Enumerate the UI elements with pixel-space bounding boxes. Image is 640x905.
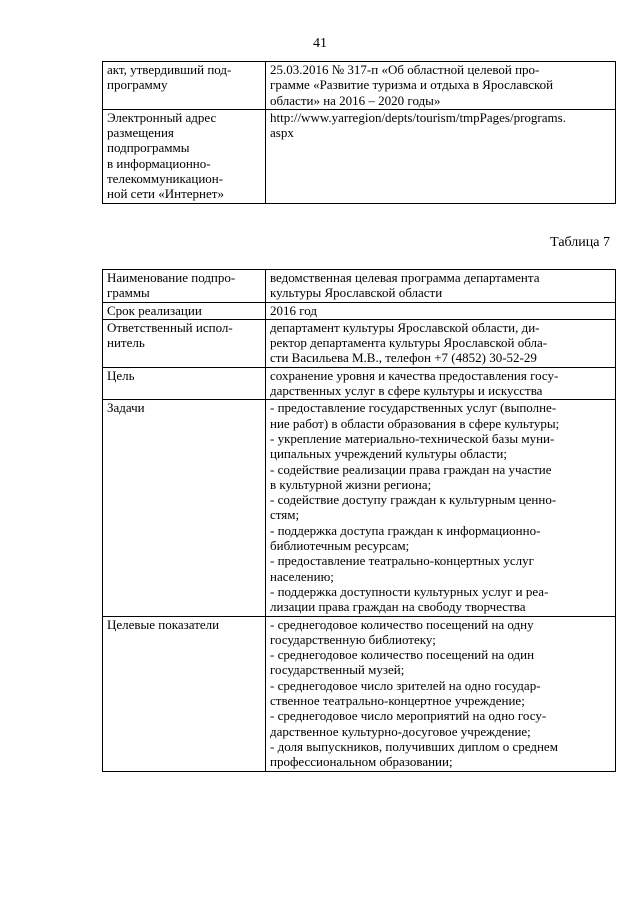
cell-text-line: - поддержка доступа граждан к информационно- [270,522,541,538]
cell-text-line: 25.03.2016 № 317-п «Об областной целевой про- [270,62,540,77]
table-7 [102,269,616,772]
cell-text-line: - поддержка доступности культурных услуг и реа- [270,583,549,599]
cell-text-line: нитель [107,335,145,351]
table-caption: Таблица 7 [550,235,610,250]
cell-text-line: дарственное культурно-досуговое учреждение; [270,723,531,739]
cell-text-line: стям; [270,507,300,523]
value-cell [266,616,616,771]
subprogram-info-table [102,61,616,204]
table-row [103,367,616,400]
cell-text-line: 2016 год [270,302,317,318]
cell-text-line: - среднегодовое число мероприятий на одно госу- [270,708,547,724]
cell-text-line: сохранение уровня и качества предоставления госу- [270,367,559,383]
cell-text-line: в информационно- [107,155,211,171]
value-cell [266,400,616,616]
label-cell [103,367,266,400]
cell-text-line: дарственных услуг в сфере культуры и искусства [270,383,543,399]
table-row [103,400,616,616]
cell-text-line: ведомственная целевая программа департамента [270,270,540,285]
cell-text-line: - содействие доступу граждан к культурным ценно- [270,492,557,508]
table-row [103,319,616,367]
cell-text-line: библиотечным ресурсам; [270,538,410,554]
cell-text-line: сти Васильева М.В., телефон +7 (4852) 30-52-29 [270,350,537,366]
cell-text-line: - содействие реализации права граждан на участие [270,461,552,477]
table-row [103,109,616,203]
cell-text-line: Срок реализации [107,302,202,318]
cell-text-line: Целевые показатели [107,616,220,632]
cell-text-line: культуры Ярославской области [270,285,443,301]
value-cell [266,302,616,319]
value-cell [266,109,616,203]
cell-text-line: - среднегодовое количество посещений на одну [270,616,534,632]
cell-text-line: - предоставление театрально-концертных услуг [270,553,534,569]
label-cell [103,302,266,319]
cell-text-line: Цель [107,367,135,383]
cell-text-line: подпрограммы [107,140,190,156]
cell-text-line: акт, утвердивший под- [107,62,232,77]
cell-text-line: лизации права граждан на свободу творчества [270,599,526,615]
value-cell [266,319,616,367]
cell-text-line: aspx [270,125,294,141]
cell-text-line: государственную библиотеку; [270,631,436,647]
page-number: 41 [313,36,327,51]
cell-text-line: ципальных учреждений культуры области; [270,446,507,462]
cell-text-line: грамме «Развитие туризма и отдыха в Ярославской [270,77,554,93]
table-row [103,270,616,303]
cell-text-line: ственное театрально-концертное учреждение; [270,693,525,709]
cell-text-line: - доля выпускников, получивших диплом о среднем [270,738,558,754]
label-cell [103,400,266,616]
cell-text-line: департамент культуры Ярославской области, ди- [270,319,540,335]
value-cell [266,62,616,110]
label-cell [103,62,266,110]
cell-text-line: граммы [107,285,150,301]
value-cell [266,270,616,303]
cell-text-line: населению; [270,568,334,584]
label-cell [103,109,266,203]
cell-text-line: государственный музей; [270,662,405,678]
table-row [103,302,616,319]
table-row [103,62,616,110]
cell-text-line: телекоммуникацион- [107,171,224,187]
cell-text-line: Электронный адрес [107,109,217,125]
value-cell [266,367,616,400]
table-row [103,616,616,771]
cell-text-line: области» на 2016 – 2020 годы» [270,92,441,108]
cell-text-line: - среднегодовое количество посещений на один [270,647,535,663]
cell-text-line: - укрепление материально-технической базы муни- [270,430,555,446]
cell-text-line: профессиональном образовании; [270,754,453,770]
cell-text-line: ной сети «Интернет» [107,186,224,202]
cell-text-line: программу [107,77,168,93]
label-cell [103,319,266,367]
cell-text-line: - среднегодовое число зрителей на одно государ- [270,677,541,693]
cell-text-line: Задачи [107,400,145,416]
label-cell [103,270,266,303]
cell-text-line: Ответственный испол- [107,319,233,335]
cell-text-line: http://www.yarregion/depts/tourism/tmpPages/programs. [270,109,566,125]
cell-text-line: Наименование подпро- [107,270,236,285]
cell-text-line: - предоставление государственных услуг (выполне- [270,400,557,416]
label-cell [103,616,266,771]
cell-text-line: ние работ) в области образования в сфере культуры; [270,415,560,431]
cell-text-line: размещения [107,125,174,141]
cell-text-line: в культурной жизни региона; [270,476,432,492]
cell-text-line: ректор департамента культуры Ярославской обла- [270,335,548,351]
